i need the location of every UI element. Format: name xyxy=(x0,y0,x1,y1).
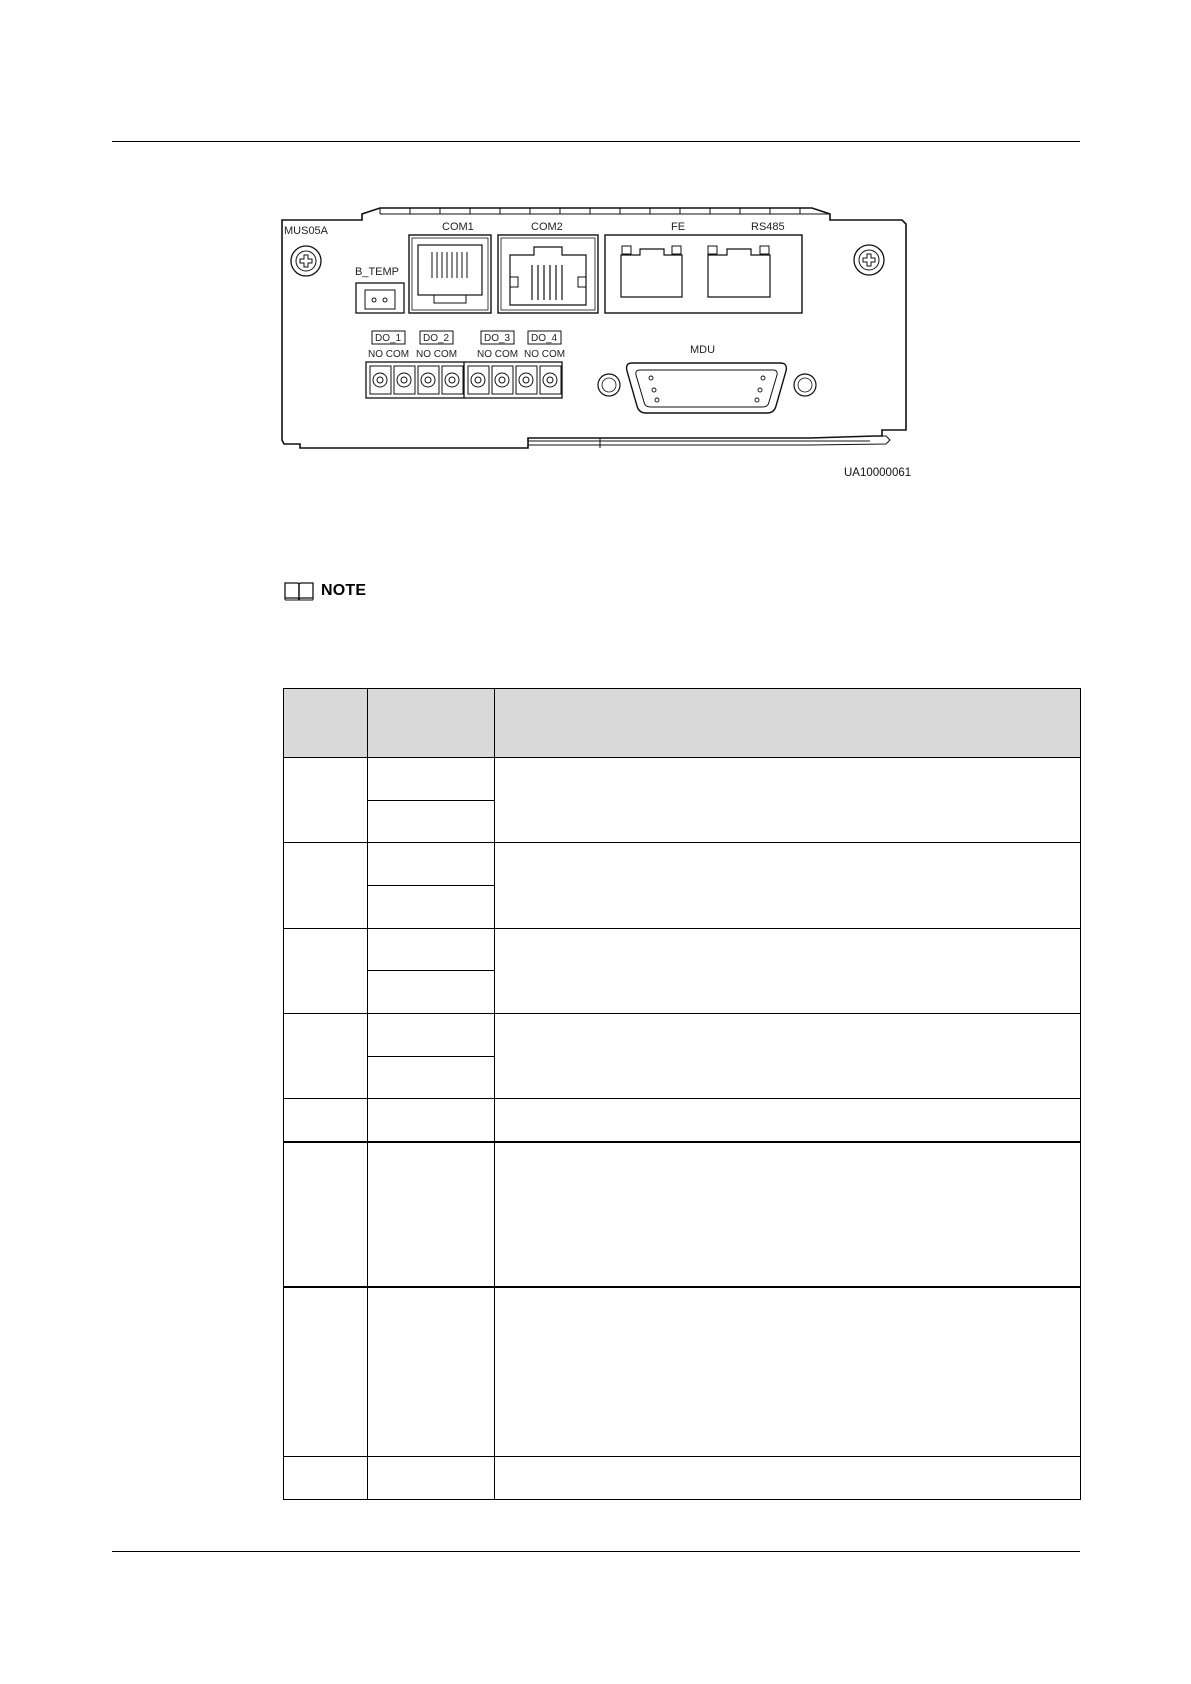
table-row xyxy=(284,1013,1081,1056)
table-cell xyxy=(368,928,495,971)
table-cell xyxy=(495,758,1081,843)
mus05a-front-panel-drawing xyxy=(270,200,920,490)
table-cell xyxy=(495,843,1081,928)
table-cell xyxy=(495,1013,1081,1098)
com2-label: COM2 xyxy=(531,221,563,233)
model-label: MUS05A xyxy=(284,225,329,237)
table-cell xyxy=(368,1056,495,1099)
table-cell xyxy=(368,1013,495,1056)
table-cell xyxy=(284,1287,368,1457)
com1-port xyxy=(409,235,491,313)
table-cell xyxy=(284,758,368,843)
table-cell xyxy=(368,885,495,928)
monitoring-unit-figure xyxy=(270,200,920,490)
header-rule xyxy=(112,141,1080,142)
do4-pins: NO COM xyxy=(524,349,566,360)
table-header-cell xyxy=(368,689,495,758)
footer-rule xyxy=(112,1551,1080,1552)
b-temp-connector xyxy=(356,283,404,313)
table-cell xyxy=(284,843,368,928)
port-description-table xyxy=(283,688,1081,1500)
note-heading xyxy=(283,580,366,602)
table-cell xyxy=(368,971,495,1014)
dry-contact-labels xyxy=(368,331,565,360)
mdu-connector xyxy=(598,363,816,413)
table-cell xyxy=(368,758,495,801)
table-row xyxy=(284,1457,1081,1500)
table-cell xyxy=(368,1457,495,1500)
table-cell xyxy=(495,1457,1081,1500)
table-row xyxy=(284,928,1081,971)
do3-label: DO_3 xyxy=(484,333,511,344)
b-temp-label: B_TEMP xyxy=(355,266,400,278)
table-cell xyxy=(495,1142,1081,1287)
com2-port xyxy=(498,235,598,313)
table-row xyxy=(284,1099,1081,1142)
note-label: NOTE xyxy=(321,582,367,599)
table-cell xyxy=(368,1099,495,1142)
table-row xyxy=(284,758,1081,801)
fe-label: FE xyxy=(671,221,686,233)
right-screw-icon xyxy=(854,245,884,275)
table-cell xyxy=(284,1013,368,1098)
book-icon xyxy=(283,580,315,602)
table-cell xyxy=(284,1142,368,1287)
rs485-label: RS485 xyxy=(751,221,785,233)
table-row xyxy=(284,843,1081,886)
do3-pins: NO COM xyxy=(477,349,519,360)
table-cell xyxy=(368,1287,495,1457)
do4-label: DO_4 xyxy=(531,333,558,344)
figure-id: UA10000061 xyxy=(844,467,912,479)
dry-contact-terminal-block xyxy=(366,362,562,398)
com1-label: COM1 xyxy=(442,221,474,233)
fe-rs485-ports xyxy=(605,235,802,313)
left-screw-icon xyxy=(291,246,321,276)
table-header-cell xyxy=(284,689,368,758)
mdu-label: MDU xyxy=(690,344,716,356)
table-cell xyxy=(495,928,1081,1013)
table-cell xyxy=(284,1457,368,1500)
table-row xyxy=(284,1287,1081,1457)
do1-label: DO_1 xyxy=(375,333,402,344)
table-header-row xyxy=(284,689,1081,758)
table-cell xyxy=(368,1142,495,1287)
table-cell xyxy=(284,928,368,1013)
do2-pins: NO COM xyxy=(416,349,458,360)
table-cell xyxy=(495,1099,1081,1142)
do2-label: DO_2 xyxy=(423,333,450,344)
do1-pins: NO COM xyxy=(368,349,410,360)
table-cell xyxy=(495,1287,1081,1457)
table-header-cell xyxy=(495,689,1081,758)
table-row xyxy=(284,1142,1081,1287)
table-cell xyxy=(368,800,495,843)
table-cell xyxy=(284,1099,368,1142)
table-cell xyxy=(368,843,495,886)
